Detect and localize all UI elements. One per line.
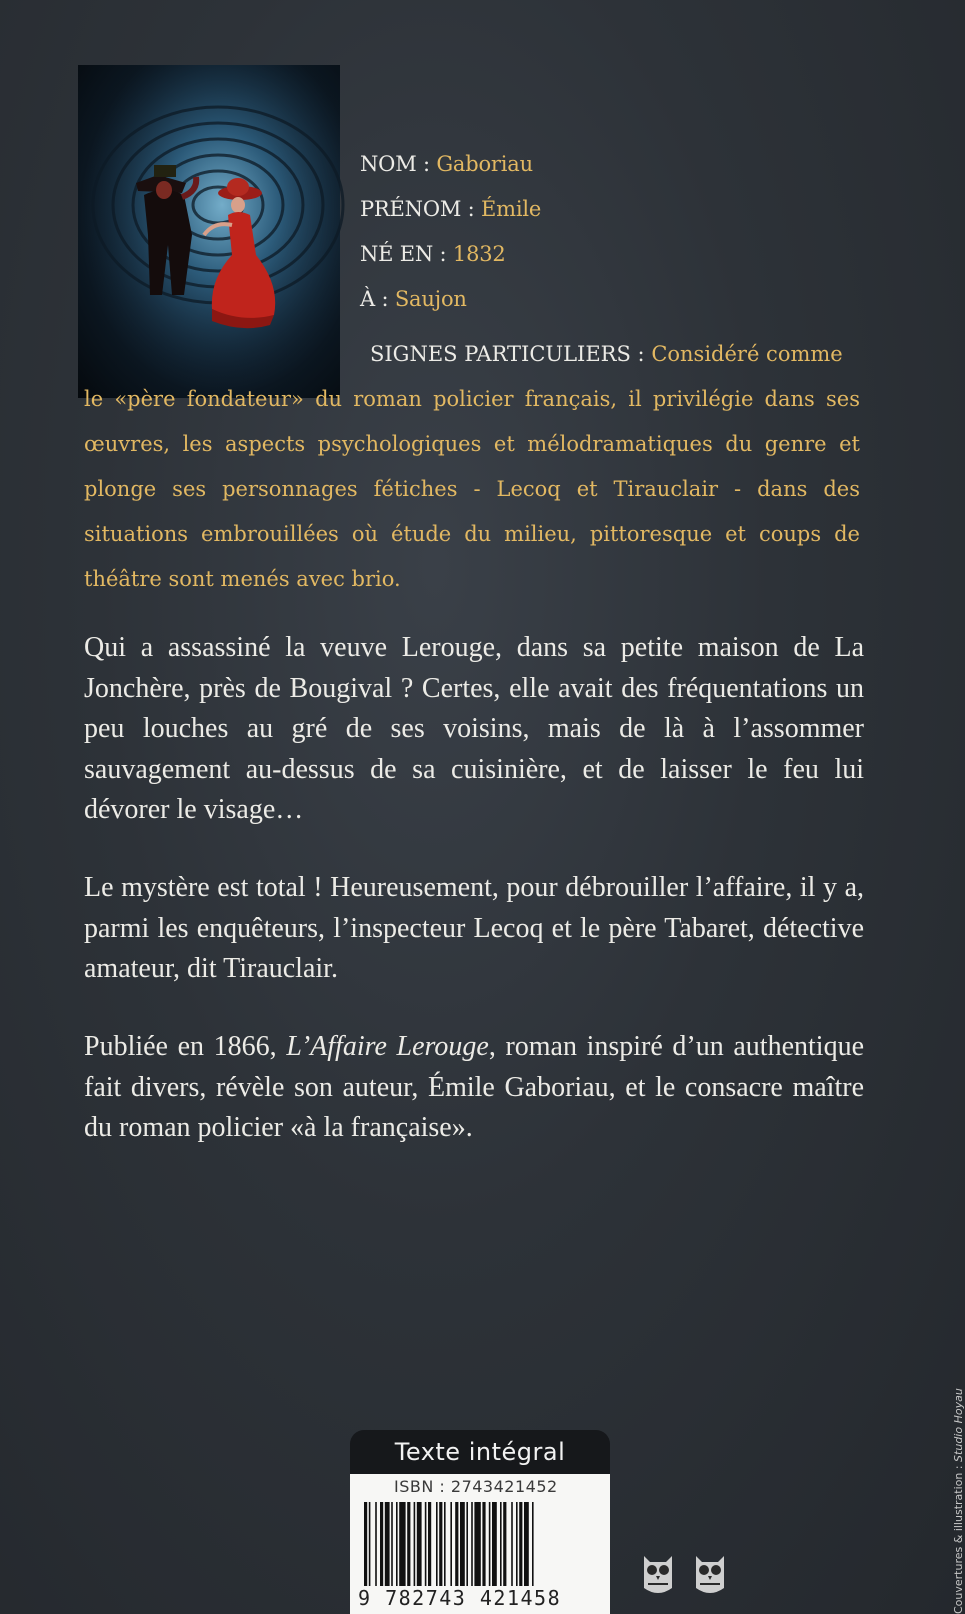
prenom-value: Émile <box>481 197 542 221</box>
ne-label: NÉ EN : <box>360 242 447 266</box>
signes-first-text: Considéré comme <box>651 342 843 366</box>
ne-value: 1832 <box>452 242 506 266</box>
texte-integral-badge: Texte intégral <box>350 1430 610 1474</box>
p3-before: Publiée en 1866, <box>84 1031 277 1062</box>
owl-logo-icon <box>640 1550 676 1598</box>
a-row <box>360 287 467 311</box>
credit-studio: Studio Hoyau <box>952 1388 965 1462</box>
signes-label: SIGNES PARTICULIERS : <box>370 342 645 366</box>
signes-rest-text: le «père fondateur» du roman policier français, il privilégie dans ses œuvres, les aspects psychologiques et mélodramatiques du genre et plonge ses personnages fétiches - Lecoq et Tirauclair - dans des situations embrouillées où étude du milieu, pittoresque et coups de théâtre sont menés avec brio. <box>84 387 860 591</box>
owl-logo-icon <box>692 1550 728 1598</box>
signes-first-line <box>84 332 860 377</box>
synopsis-paragraph-3 <box>84 1027 864 1149</box>
ne-row <box>360 242 506 266</box>
barcode-panel <box>350 1474 610 1614</box>
synopsis-paragraph-2: Le mystère est total ! Heureusement, pour débrouiller l’affaire, il y a, parmi les enquêteurs, l’inspecteur Lecoq et le père Tabaret, détective amateur, dit Tirauclair. <box>84 872 864 984</box>
nom-row <box>360 152 533 176</box>
a-label: À : <box>360 287 389 311</box>
illustration-credit <box>952 1388 965 1614</box>
barcode-digits: 9 782743 421458 <box>358 1586 562 1610</box>
a-value: Saujon <box>394 287 467 311</box>
nom-value: Gaboriau <box>436 152 533 176</box>
nom-label: NOM : <box>360 152 430 176</box>
credit-text: Couvertures & illustration : <box>952 1465 965 1614</box>
barcode-icon <box>364 1502 596 1586</box>
p3-after: , roman inspiré d’un authentique fait divers, révèle son auteur, Émile Gaboriau, et le consacre maître du roman policier «à la française». <box>84 1031 865 1143</box>
book-title: L’Affaire Lerouge <box>286 1031 489 1062</box>
isbn-label: ISBN : 2743421452 <box>394 1477 558 1496</box>
signes-particuliers <box>84 332 860 602</box>
synopsis-paragraph-1: Qui a assassiné la veuve Lerouge, dans sa petite maison de La Jonchère, près de Bougival ? Certes, elle avait des fréquentations un peu louches au gré de ses voisins, mais de là à l’assommer sauvagement au-dessus de sa cuisinière, et de laisser le feu lui dévorer le visage… <box>84 632 864 825</box>
prenom-label: PRÉNOM : <box>360 197 475 221</box>
prenom-row <box>360 197 541 221</box>
